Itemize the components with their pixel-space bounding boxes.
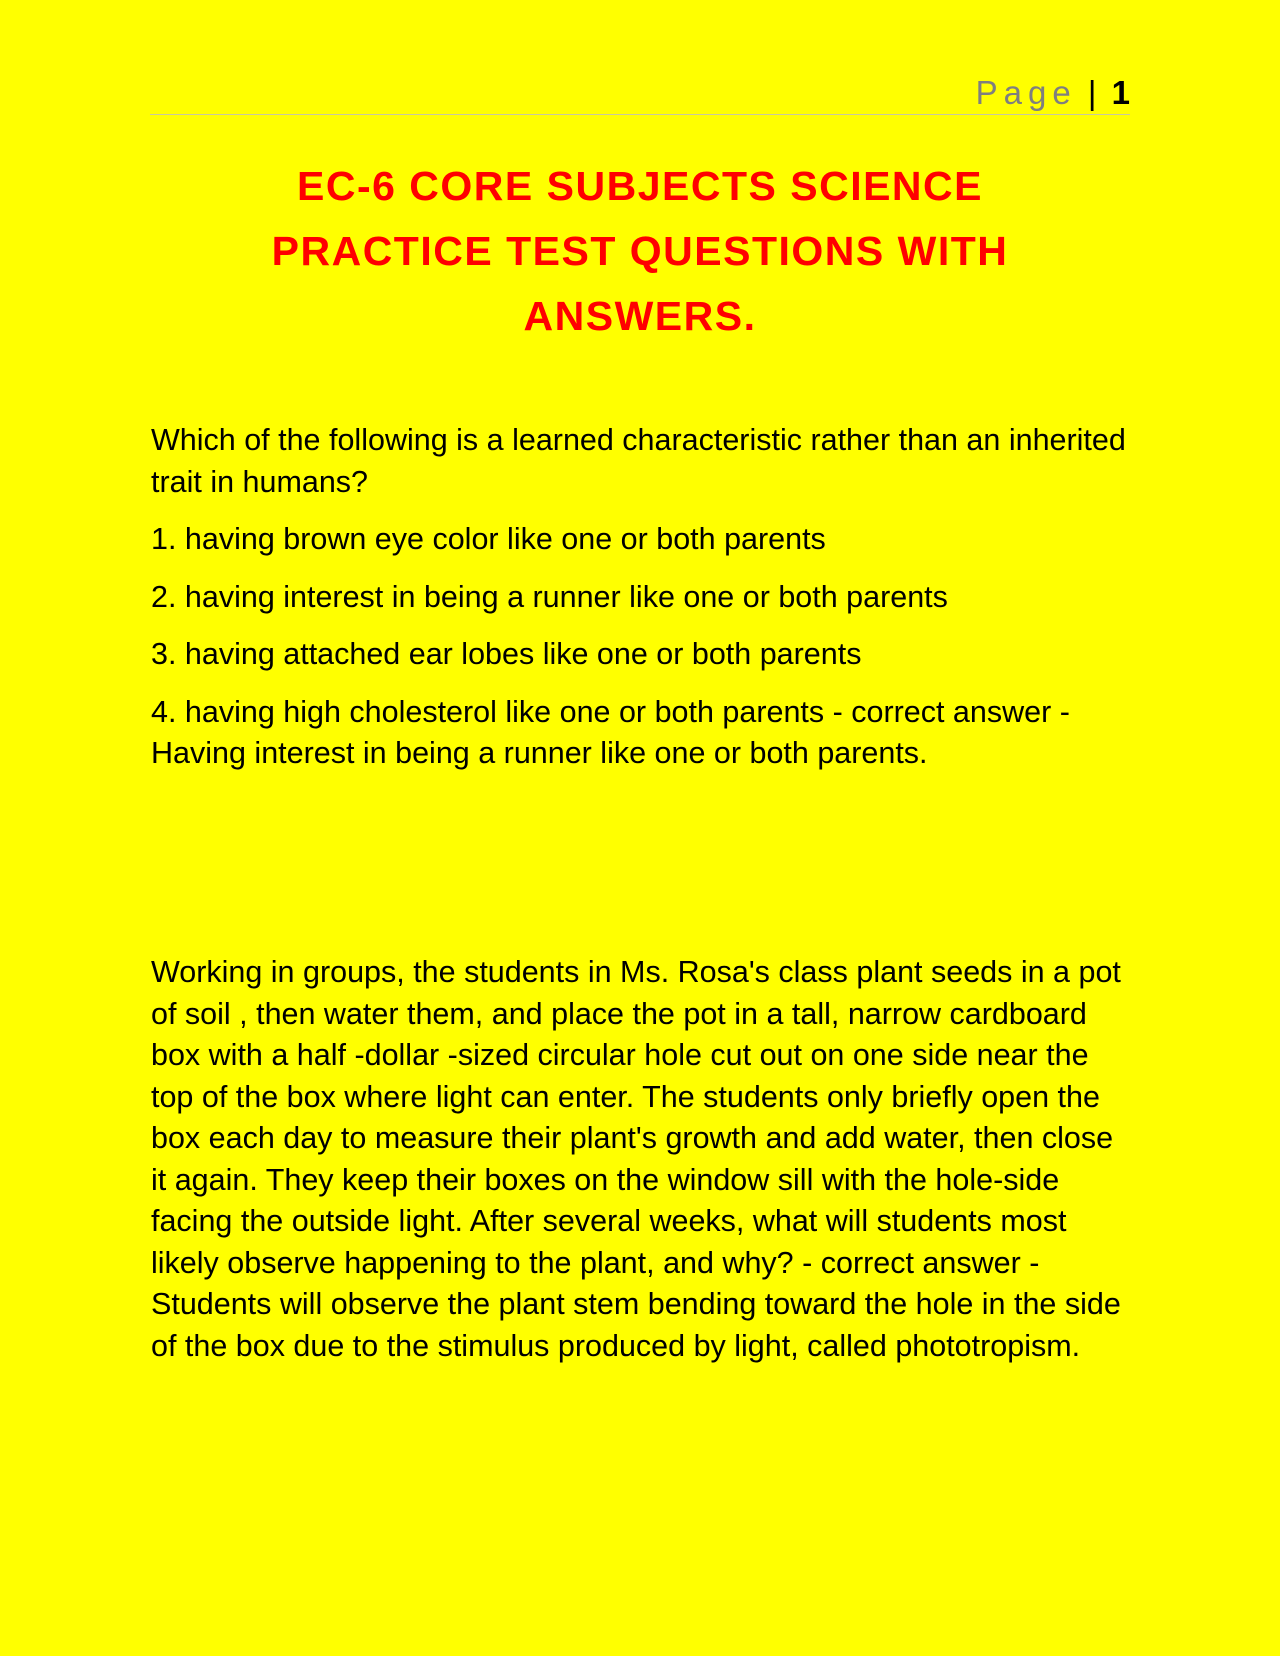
answer-option-3: 3. having attached ear lobes like one or both parents — [151, 637, 862, 671]
document-title — [150, 154, 1130, 349]
answer-option-4: 4. having high cholesterol like one or both parents - correct answer -Having interest in being a runner like one or both parents. — [151, 694, 1070, 770]
page-header — [150, 72, 1130, 115]
title-line-3: ANSWERS. — [523, 293, 757, 339]
page-number: 1 — [1111, 74, 1130, 111]
page-label: Page — [975, 74, 1077, 111]
title-line-2: PRACTICE TEST QUESTIONS WITH — [271, 228, 1009, 274]
question-2 — [151, 952, 1131, 1367]
title-line-1: EC-6 CORE SUBJECTS SCIENCE — [296, 163, 983, 209]
question-1-text: Which of the following is a learned characteristic rather than an inherited trait in humans? — [151, 423, 1126, 499]
question-1 — [151, 420, 1131, 775]
page-separator: | — [1087, 74, 1097, 111]
question-2-text: Working in groups, the students in Ms. Rosa's class plant seeds in a pot of soil , then water them, and place the pot in a tall, narrow cardboard box with a half -dollar -sized circular hole cut out on one side near the top of the box where light can enter. The students only briefly open the box each day to measure their plant's growth and add water, then close it again. They keep their boxes on the window sill with the hole-side facing the outside light. After several weeks, what will students most likely observe happening to the plant, and why? - correct answer -Students will observe the plant stem bending toward the hole in the side of the box due to the stimulus produced by light, called phototropism. — [151, 955, 1121, 1363]
answer-option-2: 2. having interest in being a runner like one or both parents — [151, 579, 948, 614]
answer-option-1: 1. having brown eye color like one or both parents — [151, 522, 826, 556]
